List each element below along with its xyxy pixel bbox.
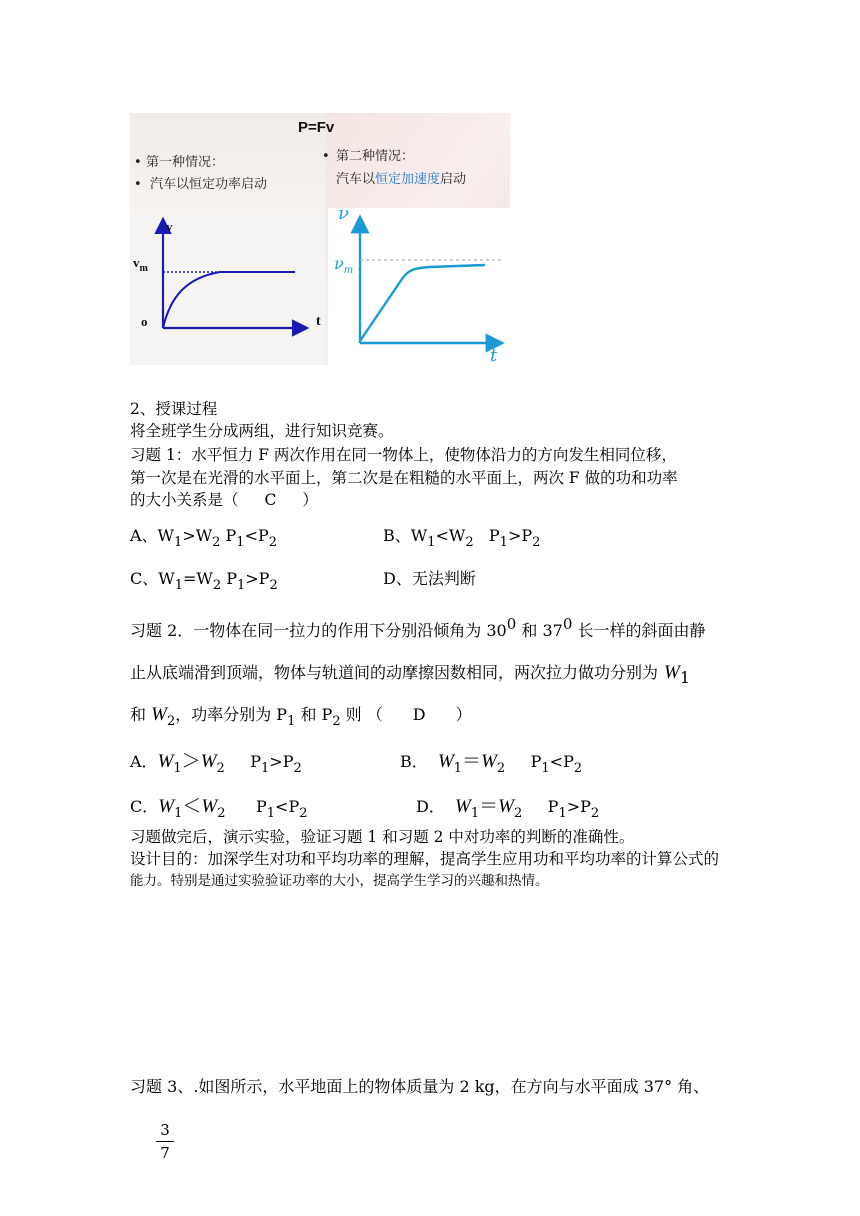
- q2-line2: 止从底端滑到顶端，物体与轨道间的动摩擦因数相同，两次拉力做功分别为 $W_1$: [130, 662, 691, 687]
- case2-bullet: •: [322, 149, 330, 164]
- g1-origin-label: o: [141, 314, 148, 329]
- q1-answer: C: [264, 491, 277, 509]
- power-start-figure: [130, 113, 510, 365]
- figure-svg: [130, 113, 510, 365]
- page-numerator: 3: [160, 1121, 170, 1139]
- case1-bullet: •: [134, 155, 142, 170]
- case1-desc: 汽车以恒定功率启动: [150, 177, 268, 192]
- page-denominator: 7: [160, 1144, 170, 1162]
- g2-x-label: t: [490, 345, 498, 365]
- q1-option-c: C、$W_1=W_2$ $P_1>P_2$: [130, 569, 278, 593]
- case2-label: 第二种情况：: [336, 149, 415, 164]
- g2-vm-label: $\nu_m$: [334, 254, 354, 276]
- q2-option-a: A．$W_1>W_2$ $P_1>P_2$: [130, 750, 302, 776]
- q2-option-b: B． $W_1=W_2$ $P_1<P_2$: [400, 750, 583, 776]
- q3-line1: 习题 3、.如图所示，水平地面上的物体质量为 2 kg，在方向与水平面成 37° 角、: [130, 1077, 710, 1096]
- q1-line2: 第一次是在光滑的水平面上，第二次是在粗糙的水平面上，两次 F 做的功和功率: [130, 469, 678, 487]
- after-line3: 能力。特别是通过实验验证功率的大小，提高学生学习的兴趣和热情。: [130, 873, 549, 889]
- q2-option-d: D． $W_1=W_2$ $P_1>P_2$: [416, 795, 600, 821]
- page-fraction-bar: [156, 1141, 174, 1142]
- case1-label: 第一种情况：: [146, 155, 225, 170]
- q2-line1: 习题 2．一物体在同一拉力的作用下分别沿倾角为 $30^0$ 和 $37^0$ 长一样的斜面由静: [130, 615, 706, 640]
- g2-y-label: ν: [338, 203, 349, 224]
- q1-line3: 的大小关系是（ C ）: [130, 491, 318, 509]
- q1-option-a: A、$W_1>W_2$ $P_1<P_2$: [130, 526, 278, 550]
- after-line1: 习题做完后，演示实验，验证习题 1 和习题 2 中对功率的判断的准确性。: [130, 828, 635, 846]
- q2-answer: D: [412, 705, 426, 724]
- q2-option-c: C．$W_1<W_2$ $P_1<P_2$: [130, 795, 308, 821]
- q2-line3: 和 $W_2$，功率分别为 $P_1$ 和 $P_2$ 则 （ D ）: [130, 704, 472, 729]
- after-line2: 设计目的：加深学生对功和平均功率的理解，提高学生应用功和平均功率的计算公式的: [130, 850, 720, 868]
- page-number: [156, 1121, 174, 1162]
- g1-vm-label: $v_m$: [133, 255, 148, 274]
- right-graph-bg: [328, 208, 510, 365]
- q1-option-b: B、$W_1<W_2$ $P_1>P_2$: [383, 526, 541, 550]
- section-heading: 2、授课过程: [130, 400, 218, 418]
- q1-line1: 习题 1：水平恒力 F 两次作用在同一物体上，使物体沿力的方向发生相同位移，: [130, 446, 677, 464]
- left-graph-bg: [130, 215, 325, 365]
- section-intro: 将全班学生分成两组，进行知识竞赛。: [130, 422, 394, 440]
- case1-bullet2: •: [134, 177, 142, 192]
- g1-y-label: v: [166, 219, 173, 234]
- g1-x-label: t: [316, 314, 321, 329]
- q1-option-d: D、无法判断: [383, 569, 476, 588]
- figure-title: P=Fv: [298, 119, 335, 136]
- case2-desc: 汽车以恒定加速度启动: [336, 172, 467, 187]
